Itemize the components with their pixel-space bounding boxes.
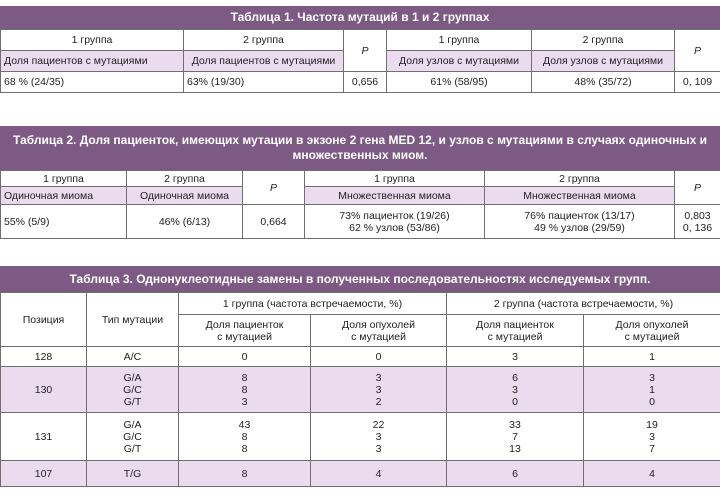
table-2-line: 76% пациенток (13/17) (524, 209, 635, 222)
table-3-type: T/G (87, 461, 179, 487)
table-2-group-1-multi-header: 1 группа (305, 171, 485, 187)
table-1-group-2-header: 2 группа (184, 30, 344, 51)
table-3-position: 131 (1, 413, 87, 461)
table-2-grid (0, 170, 720, 239)
table-3-cell: 22 3 3 (311, 413, 447, 461)
table-1-group-1-nodes-header: 1 группа (387, 30, 532, 51)
table-row (1, 347, 720, 367)
table-3-cell: 0 (179, 347, 311, 367)
table-3-subheader: Доля опухолей с мутацией (584, 315, 720, 347)
table-3-cell: 0 (311, 347, 447, 367)
table-1-subheader: Доля пациентов с мутациями (1, 51, 184, 72)
table-1-cell: 0,656 (344, 72, 387, 93)
table-3 (0, 266, 720, 487)
table-1-subheader: Доля узлов с мутациями (387, 51, 532, 72)
table-1-subheader: Доля узлов с мутациями (532, 51, 675, 72)
table-2-cell (675, 205, 720, 239)
table-1-cell: 63% (19/30) (184, 72, 344, 93)
table-1-cell: 0, 109 (675, 72, 720, 93)
table-3-cell: 4 (584, 461, 720, 487)
table-3-cell: 43 8 8 (179, 413, 311, 461)
table-2-cell (305, 205, 485, 239)
table-1-group-2-nodes-header: 2 группа (532, 30, 675, 51)
table-2-cell: 0,664 (243, 205, 305, 239)
table-1-p-header: P (344, 30, 387, 72)
table-3-subheader: Доля пациенток с мутацией (447, 315, 584, 347)
table-3-position: 107 (1, 461, 87, 487)
table-row (1, 367, 720, 413)
table-3-cell: 6 3 0 (447, 367, 584, 413)
table-2 (0, 126, 720, 239)
table-3-position-header: Позиция (1, 293, 87, 347)
table-3-cell: 3 3 2 (311, 367, 447, 413)
table-3-grid (0, 292, 720, 487)
table-2-line: 73% пациенток (19/26) (339, 209, 450, 222)
table-3-subheader: Доля пациенток с мутацией (179, 315, 311, 347)
table-3-cell: 8 (179, 461, 311, 487)
table-1-cell: 68 % (24/35) (1, 72, 184, 93)
table-3-subheader: Доля опухолей с мутацией (311, 315, 447, 347)
table-3-cell: 3 (447, 347, 584, 367)
table-2-subheader: Одиночная миома (1, 187, 127, 205)
table-2-line: 0, 136 (682, 221, 713, 234)
table-3-group-2-header: 2 группа (частота встречаемости, %) (447, 293, 720, 315)
table-row (1, 413, 720, 461)
table-1-title: Таблица 1. Частота мутаций в 1 и 2 группах (0, 6, 720, 29)
table-1-cell: 61% (58/95) (387, 72, 532, 93)
table-1-cell: 48% (35/72) (532, 72, 675, 93)
table-2-subheader: Одиночная миома (127, 187, 243, 205)
table-1-group-1-header: 1 группа (1, 30, 184, 51)
table-2-line: 49 % узлов (29/59) (534, 221, 625, 234)
table-1-subheader: Доля пациентов с мутациями (184, 51, 344, 72)
table-3-cell: 6 (447, 461, 584, 487)
table-3-type-header: Тип мутации (87, 293, 179, 347)
table-3-type: G/A G/C G/T (87, 413, 179, 461)
table-2-cell (485, 205, 675, 239)
table-2-title: Таблица 2. Доля пациенток, имеющих мутации в экзоне 2 гена MED 12, и узлов с мутациями в случаях одиночных и множественных миом. (0, 126, 720, 170)
table-2-p-header: P (243, 171, 305, 205)
table-2-line: 62 % узлов (53/86) (349, 221, 440, 234)
table-1 (0, 6, 720, 93)
table-3-position: 128 (1, 347, 87, 367)
table-1-p-nodes-header: P (675, 30, 720, 72)
table-2-p-multi-header: P (675, 171, 720, 205)
table-3-cell: 1 (584, 347, 720, 367)
table-3-title: Таблица 3. Однонуклеотидные замены в полученных последовательностях исследуемых групп. (0, 266, 720, 292)
table-2-group-1-header: 1 группа (1, 171, 127, 187)
table-3-group-1-header: 1 группа (частота встречаемости, %) (179, 293, 447, 315)
table-3-cell: 8 8 3 (179, 367, 311, 413)
table-row (1, 461, 720, 487)
table-2-subheader: Множественная миома (305, 187, 485, 205)
table-3-type: A/C (87, 347, 179, 367)
table-2-cell: 46% (6/13) (127, 205, 243, 239)
table-3-cell: 19 3 7 (584, 413, 720, 461)
table-3-cell: 33 7 13 (447, 413, 584, 461)
table-2-line: 0,803 (684, 209, 711, 222)
table-2-cell: 55% (5/9) (1, 205, 127, 239)
table-2-subheader: Множественная миома (485, 187, 675, 205)
table-3-position: 130 (1, 367, 87, 413)
table-3-cell: 4 (311, 461, 447, 487)
table-3-cell: 3 1 0 (584, 367, 720, 413)
table-1-grid (0, 29, 720, 93)
table-2-group-2-header: 2 группа (127, 171, 243, 187)
table-2-group-2-multi-header: 2 группа (485, 171, 675, 187)
table-3-type: G/A G/C G/T (87, 367, 179, 413)
